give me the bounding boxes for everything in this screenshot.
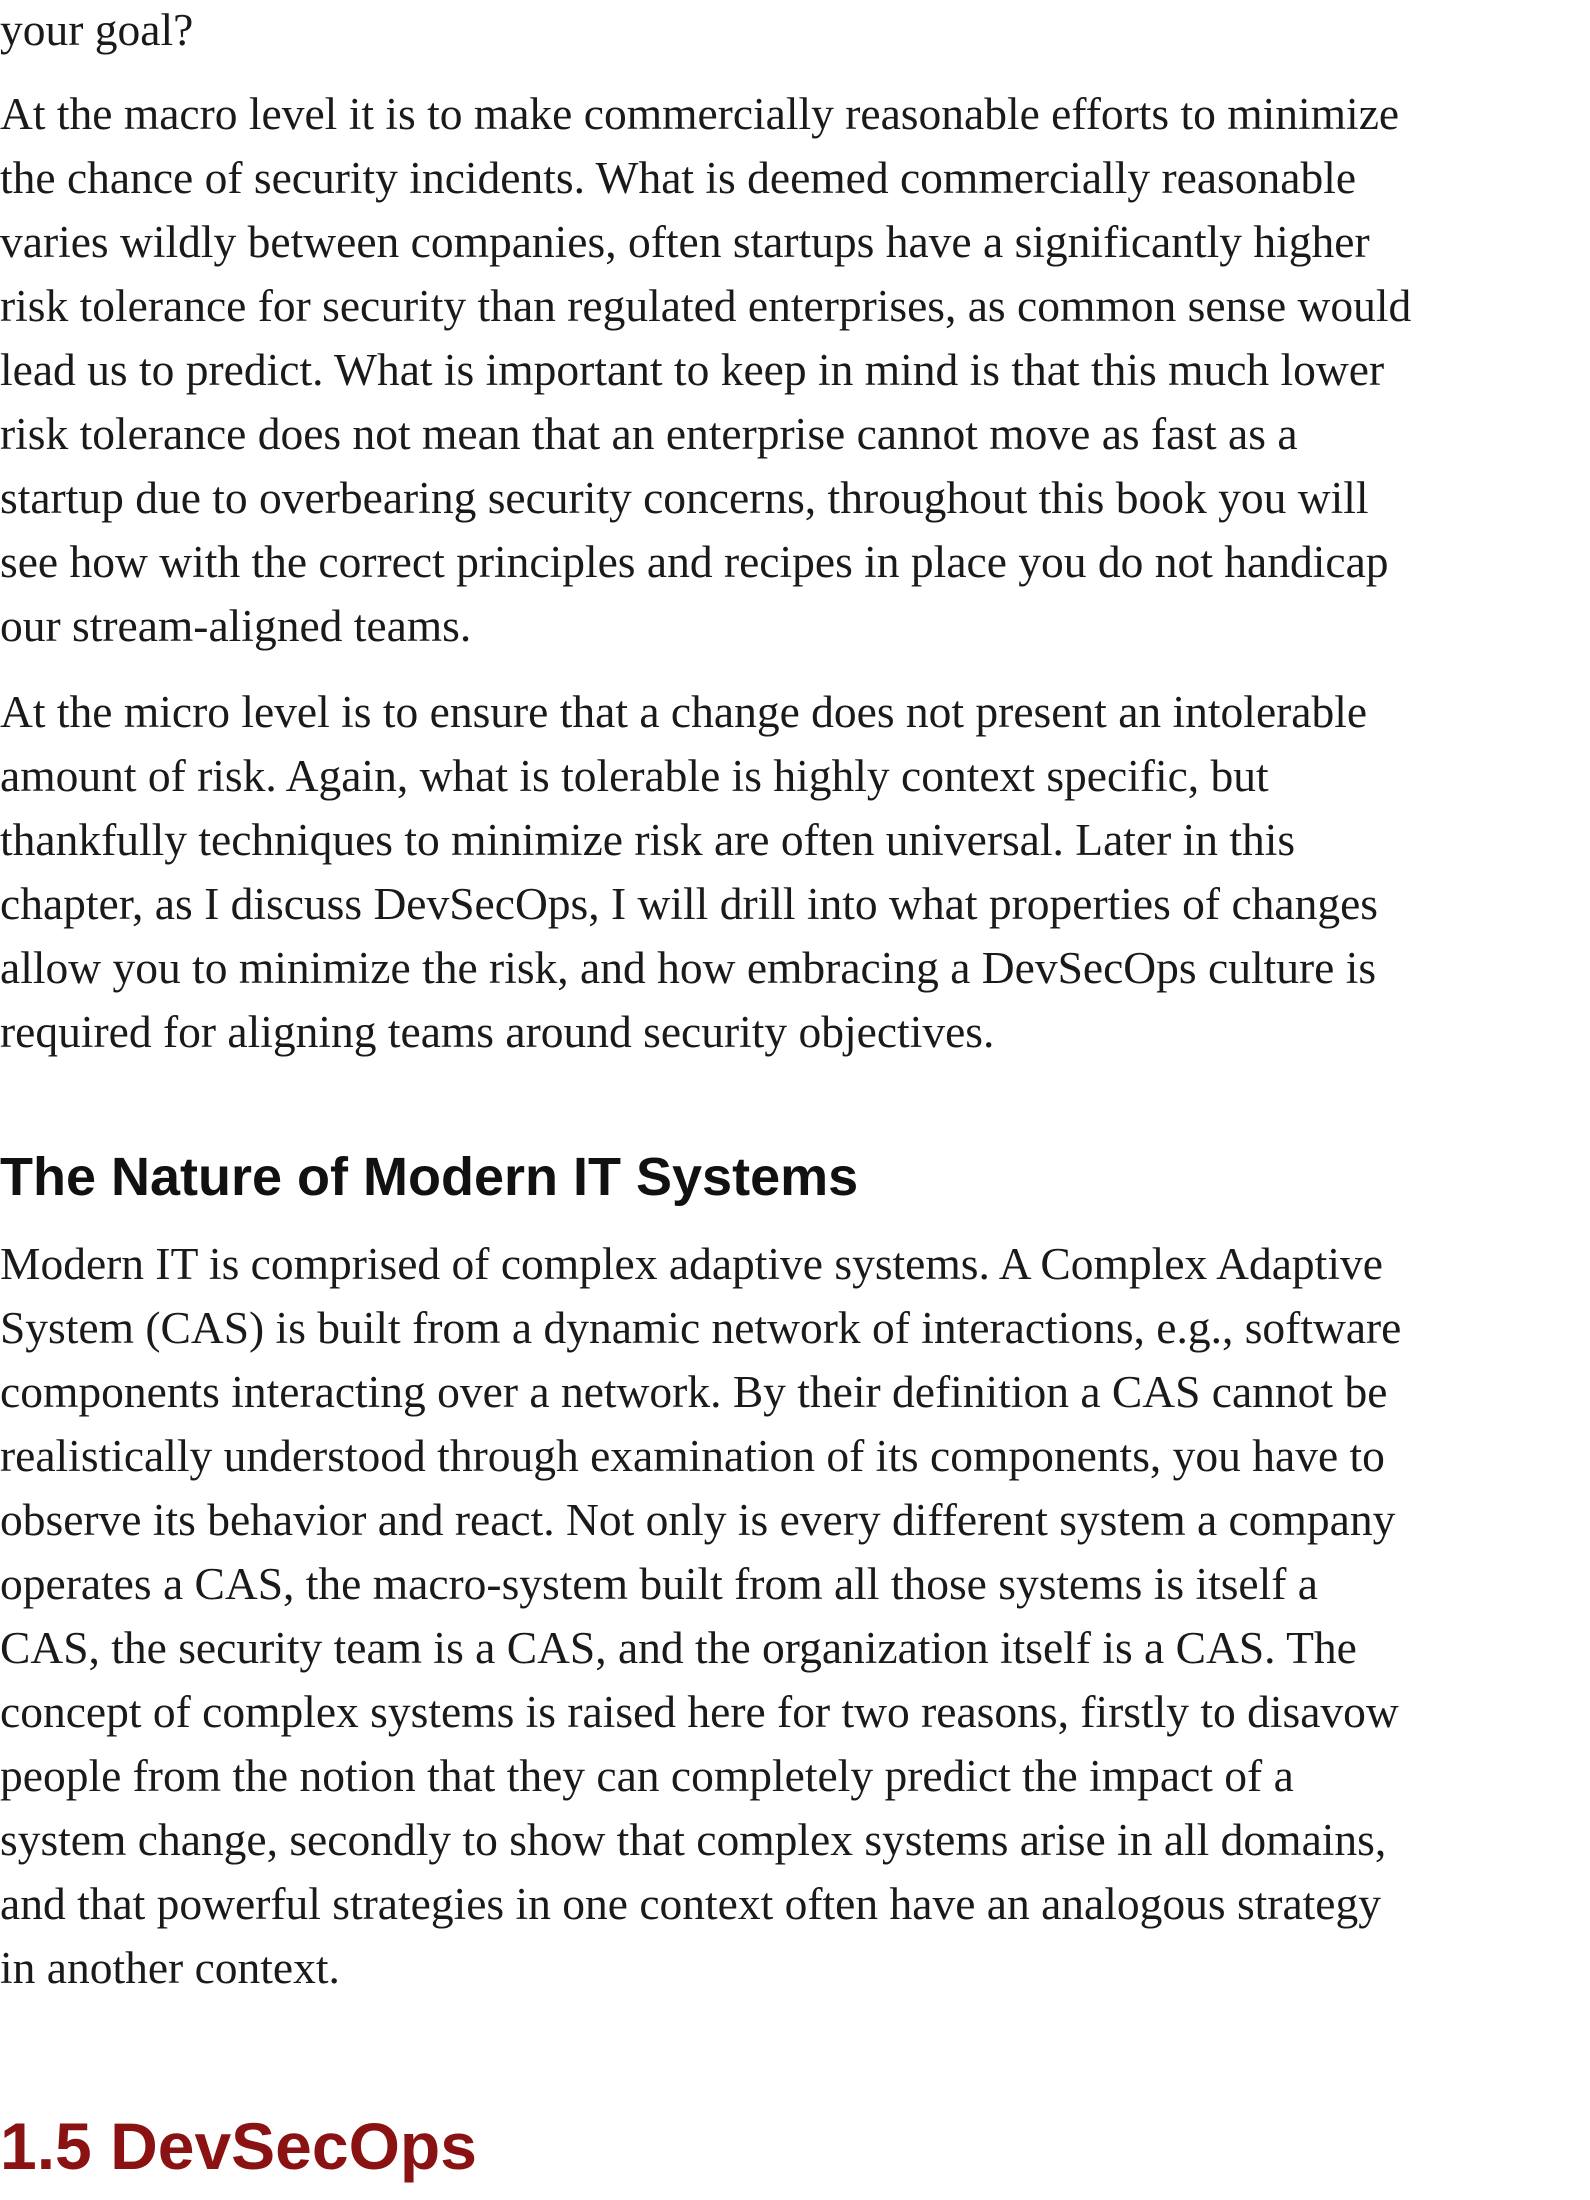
- section-heading-devsecops: 1.5 DevSecOps: [0, 2109, 477, 2183]
- text-line: CAS, the security team is a CAS, and the organization itself is a CAS. The: [0, 1622, 1357, 1673]
- text-line: System (CAS) is built from a dynamic network of interactions, e.g., software: [0, 1302, 1402, 1353]
- text-line: Modern IT is comprised of complex adaptive systems. A Complex Adaptive: [0, 1238, 1383, 1289]
- text-line: see how with the correct principles and recipes in place you do not handicap: [0, 536, 1389, 587]
- text-line: required for aligning teams around security objectives.: [0, 1006, 995, 1057]
- text-line: lead us to predict. What is important to keep in mind is that this much lower: [0, 344, 1385, 395]
- text-line: concept of complex systems is raised here for two reasons, firstly to disavow: [0, 1686, 1399, 1737]
- heading-modern-it-systems: The Nature of Modern IT Systems: [0, 1147, 859, 1207]
- text-line: thankfully techniques to minimize risk are often universal. Later in this: [0, 814, 1296, 865]
- text-line: operates a CAS, the macro-system built from all those systems is itself a: [0, 1558, 1318, 1609]
- text-line: At the micro level is to ensure that a change does not present an intolerable: [0, 686, 1368, 737]
- paragraph-continuation: [0, 0, 193, 62]
- text-line: and that powerful strategies in one context often have an analogous strategy: [0, 1878, 1381, 1929]
- text-line: system change, secondly to show that complex systems arise in all domains,: [0, 1814, 1387, 1865]
- text-line: startup due to overbearing security concerns, throughout this book you will: [0, 472, 1369, 523]
- paragraph-macro-level: [0, 82, 1411, 658]
- text-line: varies wildly between companies, often startups have a significantly higher: [0, 216, 1370, 267]
- paragraph-complex-adaptive-systems: [0, 1232, 1401, 2000]
- text-line: realistically understood through examination of its components, you have to: [0, 1430, 1385, 1481]
- text-line: in another context.: [0, 1942, 340, 1993]
- text-line: people from the notion that they can completely predict the impact of a: [0, 1750, 1294, 1801]
- text-line: risk tolerance for security than regulated enterprises, as common sense would: [0, 280, 1412, 331]
- text-line: At the macro level it is to make commercially reasonable efforts to minimize: [0, 88, 1400, 139]
- text-line: allow you to minimize the risk, and how embracing a DevSecOps culture is: [0, 942, 1377, 993]
- text-line: observe its behavior and react. Not only is every different system a company: [0, 1494, 1396, 1545]
- text-line: your goal?: [0, 4, 194, 55]
- text-line: components interacting over a network. By their definition a CAS cannot be: [0, 1366, 1388, 1417]
- text-line: risk tolerance does not mean that an enterprise cannot move as fast as a: [0, 408, 1298, 459]
- text-line: our stream-aligned teams.: [0, 600, 472, 651]
- text-line: chapter, as I discuss DevSecOps, I will drill into what properties of changes: [0, 878, 1378, 929]
- paragraph-micro-level: [0, 680, 1378, 1064]
- text-line: the chance of security incidents. What is deemed commercially reasonable: [0, 152, 1357, 203]
- text-line: amount of risk. Again, what is tolerable is highly context specific, but: [0, 750, 1269, 801]
